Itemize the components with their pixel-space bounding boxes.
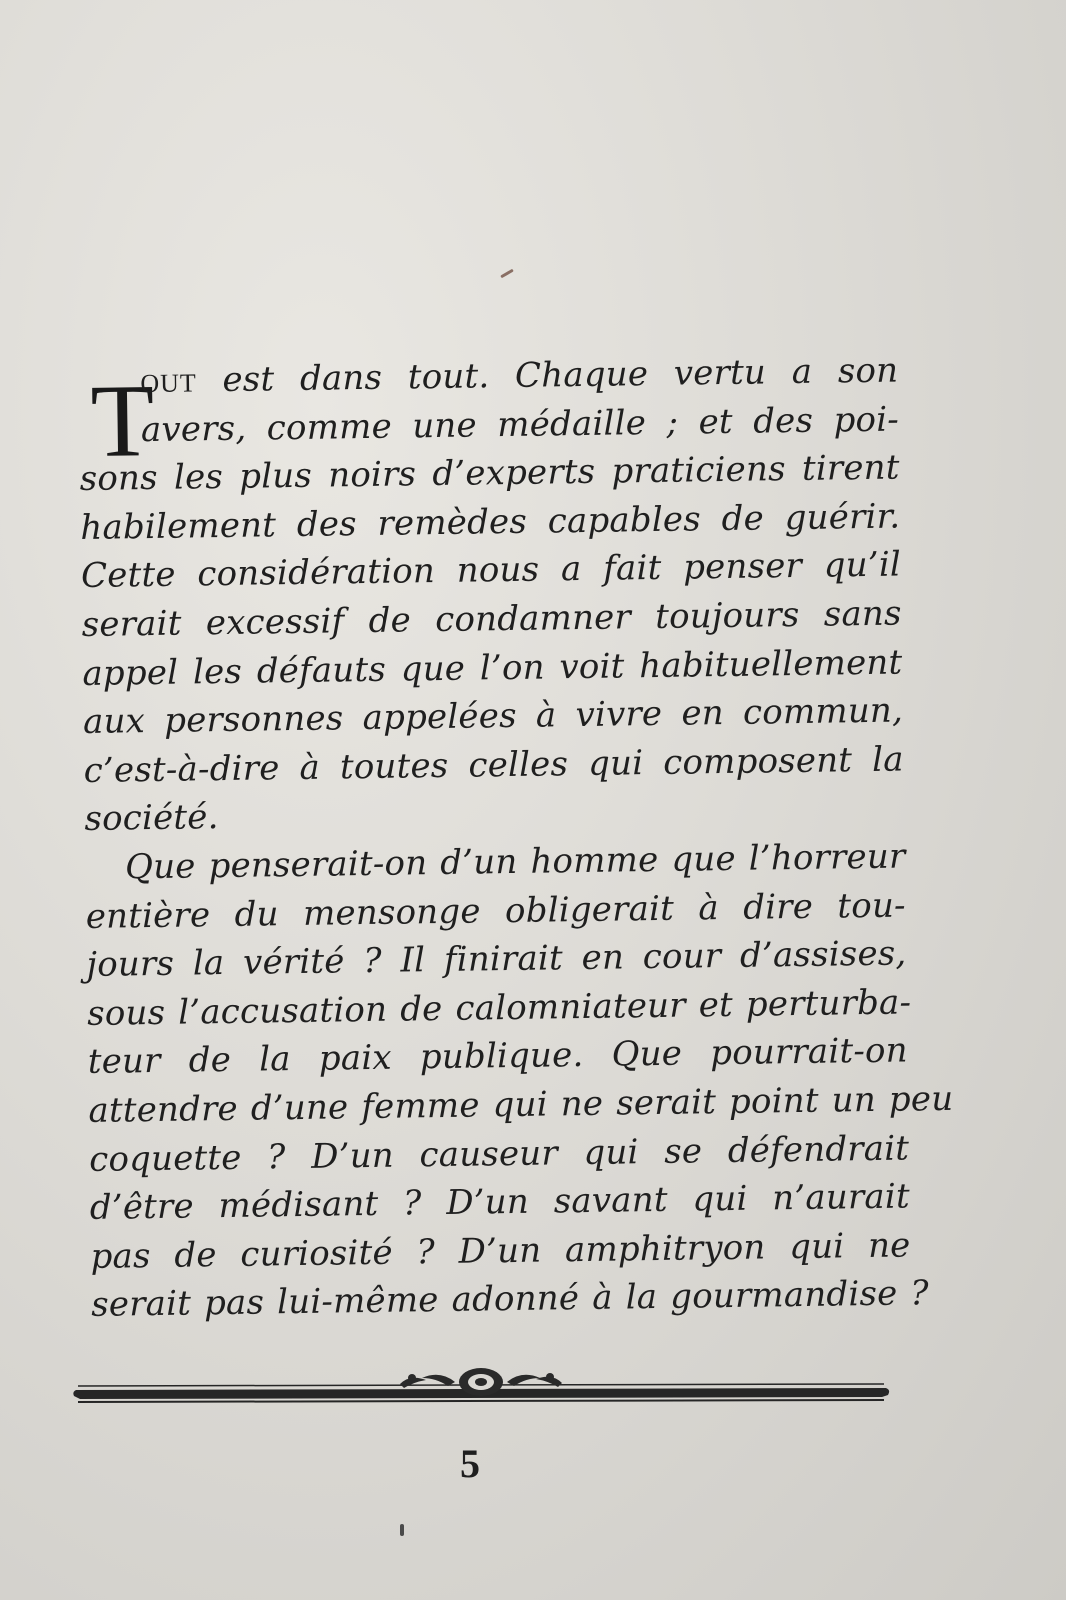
text-line-17: coquette ? D’un causeur qui se défendrait	[88, 1127, 910, 1180]
drop-cap-letter: T	[89, 363, 156, 479]
text-line-13: jours la vérité ? Il finirait en cour d’assises,	[86, 933, 907, 986]
page-number: 5	[460, 1441, 480, 1486]
paper-speck	[400, 1524, 404, 1536]
paper-speck	[500, 269, 514, 279]
text-line-18: d’être médisant ? D’un savant qui n’aurait	[89, 1176, 911, 1229]
text-line-6: serait excessif de condamner toujours sans	[81, 593, 902, 645]
text-line-5: Cette considération nous a fait penser qu’il	[80, 544, 902, 597]
text-line-10: société.	[84, 797, 219, 840]
text-line-7: appel les défauts que l’on voit habituellement	[82, 642, 903, 694]
text-line-4: habilement des remèdes capables de guérir.	[80, 496, 901, 548]
text-line-14: sous l’accusation de calomniateur et perturba-	[86, 982, 912, 1034]
small-caps-word: OUT	[140, 368, 197, 399]
text-line-1-rest: est dans tout. Chaque vertu a son	[196, 350, 899, 401]
text-line-8: aux personnes appelées à vivre en commun,	[82, 690, 904, 743]
floral-rule-ornament-icon	[70, 1364, 892, 1414]
text-line-15: teur de la paix publique. Que pourrait-on	[87, 1030, 909, 1083]
text-line-11: Que penserait-on d’un homme que l’horreur	[124, 836, 906, 888]
text-line-9: c’est-à-dire à toutes celles qui composent la	[83, 739, 904, 791]
text-line-2: avers, comme une médaille ; et des poi-	[140, 399, 900, 450]
text-line-3: sons les plus noirs d’experts praticiens tirent	[79, 447, 900, 500]
text-line-20: serait pas lui-même adonné à la gourmandise ?	[90, 1273, 930, 1326]
text-line-19: pas de curiosité ? D’un amphitryon qui ne	[90, 1225, 911, 1277]
text-line-12: entière du mensonge obligerait à dire tou-	[85, 885, 906, 937]
text-line-16: attendre d’une femme qui ne serait point un peu	[88, 1078, 954, 1131]
body-text	[78, 347, 954, 1330]
